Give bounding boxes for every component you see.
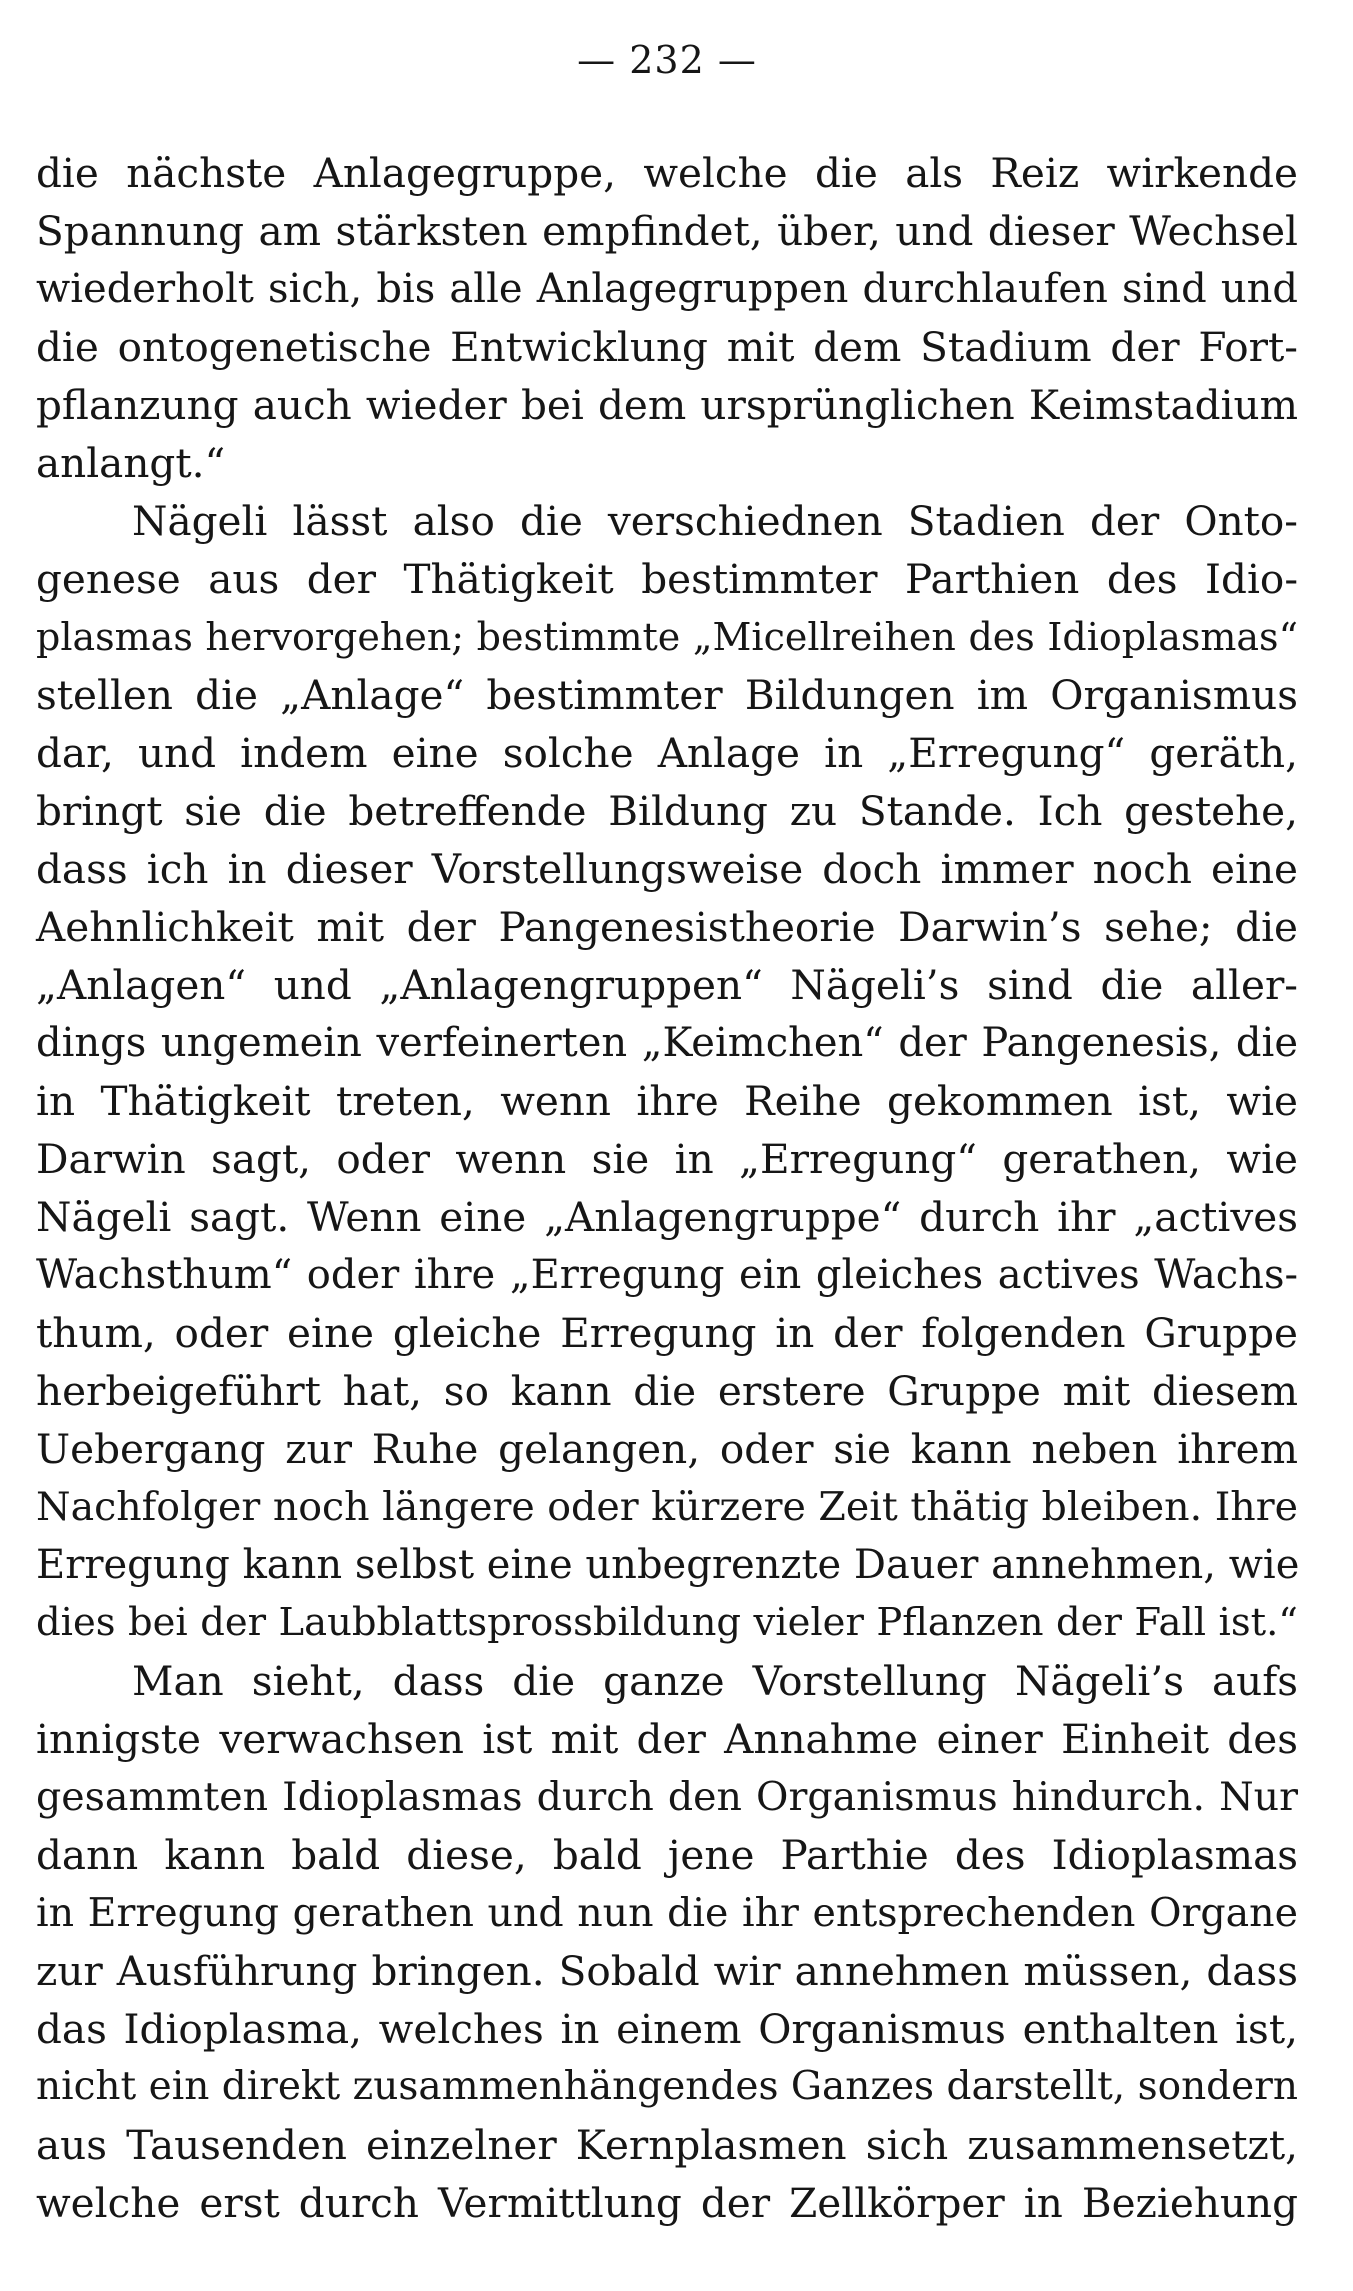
text-line: Man sieht, dass die ganze Vorstellung Nägeli’s aufs: [132, 1657, 1298, 1705]
text-line: welche erst durch Vermittlung der Zellkörper in Beziehung: [36, 2179, 1298, 2227]
text-line: in Thätigkeit treten, wenn ihre Reihe gekommen ist, wie: [36, 1077, 1298, 1125]
text-line: dies bei der Laubblattsprossbildung vieler Pflanzen der Fall ist.“: [36, 1600, 1298, 1645]
text-line: nicht ein direkt zusammenhängendes Ganzes darstellt, sondern: [36, 2064, 1298, 2109]
body-text: [36, 144, 1298, 2232]
text-line: aus Tausenden einzelner Kernplasmen sich zusammensetzt,: [36, 2121, 1298, 2169]
text-line: anlangt.“: [36, 439, 226, 487]
text-line: Nägeli sagt. Wenn eine „Anlagengruppe“ durch ihr „actives: [36, 1193, 1298, 1241]
text-line: Darwin sagt, oder wenn sie in „Erregung“ gerathen, wie: [36, 1135, 1298, 1183]
text-line: die nächste Anlagegruppe, welche die als Reiz wirkende: [36, 149, 1298, 197]
text-line: zur Ausführung bringen. Sobald wir annehmen müssen, dass: [36, 1947, 1298, 1995]
text-line: herbeigeführt hat, so kann die erstere Gruppe mit diesem: [36, 1367, 1298, 1415]
text-line: Erregung kann selbst eine unbegrenzte Dauer annehmen, wie: [36, 1542, 1300, 1588]
text-line: Spannung am stärksten empfindet, über, und dieser Wechsel: [36, 207, 1298, 255]
text-line: Uebergang zur Ruhe gelangen, oder sie kann neben ihrem: [36, 1425, 1298, 1473]
text-line: pflanzung auch wieder bei dem ursprünglichen Keimstadium: [36, 381, 1298, 429]
text-line: das Idioplasma, welches in einem Organismus enthalten ist,: [36, 2005, 1298, 2053]
page-number: — 232 —: [577, 38, 757, 82]
text-line: Nägeli lässt also die verschiednen Stadien der Onto-: [132, 497, 1298, 545]
text-line: plasmas hervorgehen; bestimmte „Micellreihen des Idioplasmas“: [36, 615, 1298, 659]
text-line: dann kann bald diese, bald jene Parthie des Idioplasmas: [36, 1831, 1298, 1879]
text-line: dar, und indem eine solche Anlage in „Erregung“ geräth,: [36, 729, 1298, 777]
text-line: wiederholt sich, bis alle Anlagegruppen durchlaufen sind und: [36, 266, 1298, 312]
text-line: Wachsthum“ oder ihre „Erregung ein gleiches actives Wachs-: [36, 1252, 1298, 1298]
text-line: gesammten Idioplasmas durch den Organismus hindurch. Nur: [36, 1774, 1298, 1820]
text-line: dings ungemein verfeinerten „Keimchen“ der Pangenesis, die: [36, 1020, 1298, 1066]
text-line: genese aus der Thätigkeit bestimmter Parthien des Idio-: [36, 555, 1298, 603]
text-line: innigste verwachsen ist mit der Annahme einer Einheit des: [36, 1715, 1298, 1763]
text-line: bringt sie die betreffende Bildung zu Stande. Ich gestehe,: [36, 787, 1298, 835]
text-line: die ontogenetische Entwicklung mit dem Stadium der Fort-: [36, 323, 1298, 371]
text-line: Nachfolger noch längere oder kürzere Zeit thätig bleiben. Ihre: [36, 1484, 1298, 1530]
text-line: stellen die „Anlage“ bestimmter Bildungen im Organismus: [36, 671, 1298, 719]
text-line: „Anlagen“ und „Anlagengruppen“ Nägeli’s sind die aller-: [36, 961, 1298, 1009]
book-page: [36, 30, 1298, 2232]
text-line: dass ich in dieser Vorstellungsweise doch immer noch eine: [36, 845, 1298, 893]
text-line: Aehnlichkeit mit der Pangenesistheorie Darwin’s sehe; die: [36, 903, 1298, 951]
text-line: thum, oder eine gleiche Erregung in der folgenden Gruppe: [36, 1309, 1298, 1357]
text-line: in Erregung gerathen und nun die ihr entsprechenden Organe: [36, 1890, 1298, 1936]
